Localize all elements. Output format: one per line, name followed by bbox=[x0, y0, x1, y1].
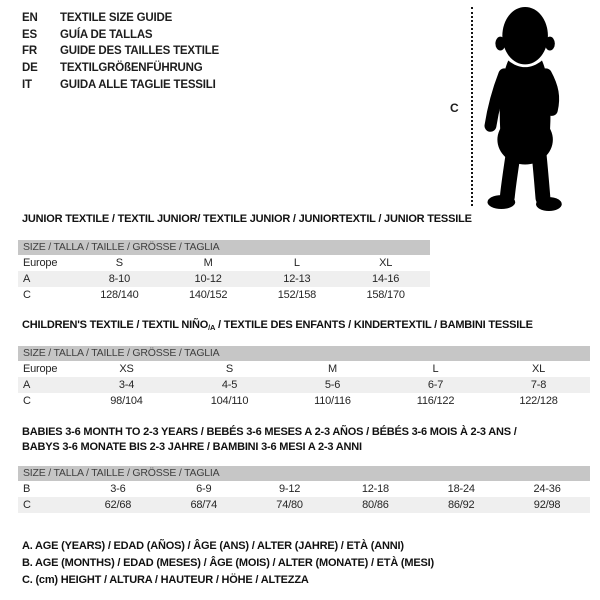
value-cell: 3-6 bbox=[110, 483, 126, 495]
table-row-age-months bbox=[18, 481, 590, 497]
row-label: A bbox=[23, 273, 31, 285]
table-row-age bbox=[18, 377, 590, 393]
language-code: IT bbox=[22, 78, 32, 91]
language-row-de bbox=[22, 60, 219, 77]
row-label: A bbox=[23, 379, 31, 391]
value-cell: 62/68 bbox=[104, 499, 132, 511]
footnote-age-months: B. AGE (MONTHS) / EDAD (MESES) / ÂGE (MOIS) / ALTER (MONATE) / ETÀ (MESI) bbox=[22, 557, 434, 569]
size-cell: L bbox=[432, 363, 439, 375]
language-title: TEXTILE SIZE GUIDE bbox=[60, 12, 173, 25]
babies-table-title bbox=[22, 425, 582, 455]
junior-table-title: JUNIOR TEXTILE / TEXTIL JUNIOR/ TEXTILE JUNIOR / JUNIORTEXTIL / JUNIOR TESSILE bbox=[22, 213, 472, 225]
value-cell: 5-6 bbox=[324, 379, 341, 391]
value-cell: 86/92 bbox=[447, 499, 475, 511]
value-cell: 24-36 bbox=[533, 483, 561, 495]
size-header-bar: SIZE / TALLA / TAILLE / GRÖSSE / TAGLIA bbox=[18, 346, 590, 361]
table-row-height bbox=[18, 393, 590, 409]
junior-table bbox=[18, 240, 430, 303]
value-cell: 140/152 bbox=[188, 289, 228, 301]
language-code: EN bbox=[22, 12, 38, 25]
size-header-bar: SIZE / TALLA / TAILLE / GRÖSSE / TAGLIA bbox=[18, 240, 430, 255]
value-cell: 12-13 bbox=[283, 273, 311, 285]
children-table-title bbox=[22, 318, 533, 333]
language-row-fr bbox=[22, 43, 219, 60]
size-cell: XS bbox=[119, 363, 134, 375]
row-label: Europe bbox=[23, 363, 58, 375]
table-row-age bbox=[18, 271, 430, 287]
language-title-list bbox=[22, 10, 219, 93]
row-label: C bbox=[23, 395, 31, 407]
value-cell: 3-4 bbox=[118, 379, 135, 391]
value-cell: 18-24 bbox=[447, 483, 475, 495]
value-cell: 12-18 bbox=[361, 483, 389, 495]
table-row-height bbox=[18, 287, 430, 303]
row-label: C bbox=[23, 289, 31, 301]
height-marker-label: C bbox=[450, 101, 459, 115]
babies-table bbox=[18, 466, 590, 513]
value-cell: 116/122 bbox=[416, 395, 455, 407]
title-text: CHILDREN'S TEXTILE / TEXTIL NIÑO bbox=[22, 319, 209, 331]
value-cell: 98/104 bbox=[110, 395, 143, 407]
value-cell: 110/116 bbox=[314, 395, 351, 407]
table-row-height bbox=[18, 497, 590, 513]
row-label: Europe bbox=[23, 257, 58, 269]
table-row-europe bbox=[18, 361, 590, 377]
row-label: C bbox=[23, 499, 31, 511]
value-cell: 7-8 bbox=[530, 379, 547, 391]
height-dotted-line bbox=[471, 7, 473, 206]
language-title: GUÍA DE TALLAS bbox=[60, 28, 153, 41]
title-line-2: BABYS 3-6 MONATE BIS 2-3 JAHRE / BAMBINI 3-6 MESI A 2-3 ANNI bbox=[22, 441, 362, 453]
value-cell: 92/98 bbox=[533, 499, 561, 511]
value-cell: 4-5 bbox=[221, 379, 238, 391]
table-row-europe bbox=[18, 255, 430, 271]
children-table bbox=[18, 346, 590, 409]
value-cell: 158/170 bbox=[366, 289, 405, 301]
toddler-silhouette-image bbox=[482, 3, 594, 211]
size-header-bar: SIZE / TALLA / TAILLE / GRÖSSE / TAGLIA bbox=[18, 466, 590, 481]
footnote-age-years: A. AGE (YEARS) / EDAD (AÑOS) / ÂGE (ANS) / ALTER (JAHRE) / ETÀ (ANNI) bbox=[22, 540, 404, 552]
value-cell: 80/86 bbox=[362, 499, 389, 511]
language-title: TEXTILGRÖßENFÜHRUNG bbox=[60, 62, 203, 75]
language-code: DE bbox=[22, 62, 38, 75]
size-cell: S bbox=[225, 363, 234, 375]
language-title: GUIDA ALLE TAGLIE TESSILI bbox=[60, 78, 216, 91]
size-cell: XL bbox=[379, 257, 393, 269]
language-row-it bbox=[22, 76, 219, 93]
title-subscript: /A bbox=[208, 323, 216, 332]
language-title: GUIDE DES TAILLES TEXTILE bbox=[60, 45, 219, 58]
value-cell: 6-9 bbox=[196, 483, 212, 495]
value-cell: 68/74 bbox=[190, 499, 217, 511]
value-cell: 74/80 bbox=[276, 499, 303, 511]
footnote-height: C. (cm) HEIGHT / ALTURA / HAUTEUR / HÖHE / ALTEZZA bbox=[22, 574, 309, 586]
value-cell: 122/128 bbox=[519, 395, 558, 407]
value-cell: 152/158 bbox=[277, 289, 317, 301]
value-cell: 10-12 bbox=[194, 273, 222, 285]
language-code: FR bbox=[22, 45, 37, 58]
title-line-1: BABIES 3-6 MONTH TO 2-3 YEARS / BEBÉS 3-6 MESES A 2-3 AÑOS / BÉBÉS 3-6 MOIS À 2-3 ANS / bbox=[22, 426, 517, 438]
size-cell: S bbox=[115, 257, 123, 269]
language-code: ES bbox=[22, 28, 37, 41]
value-cell: 9-12 bbox=[278, 483, 301, 495]
language-row-es bbox=[22, 27, 219, 44]
row-label: B bbox=[23, 483, 31, 495]
title-text: / TEXTILE DES ENFANTS / KINDERTEXTIL / BAMBINI TESSILE bbox=[215, 319, 533, 331]
size-cell: L bbox=[293, 257, 300, 269]
size-cell: M bbox=[328, 363, 337, 375]
value-cell: 14-16 bbox=[372, 273, 400, 285]
value-cell: 6-7 bbox=[427, 379, 444, 391]
value-cell: 128/140 bbox=[100, 289, 139, 301]
language-row-en bbox=[22, 10, 219, 27]
size-cell: XL bbox=[531, 363, 546, 375]
size-cell: M bbox=[203, 257, 213, 269]
value-cell: 104/110 bbox=[210, 395, 249, 407]
value-cell: 8-10 bbox=[108, 273, 130, 285]
legend-footnotes bbox=[22, 538, 434, 589]
